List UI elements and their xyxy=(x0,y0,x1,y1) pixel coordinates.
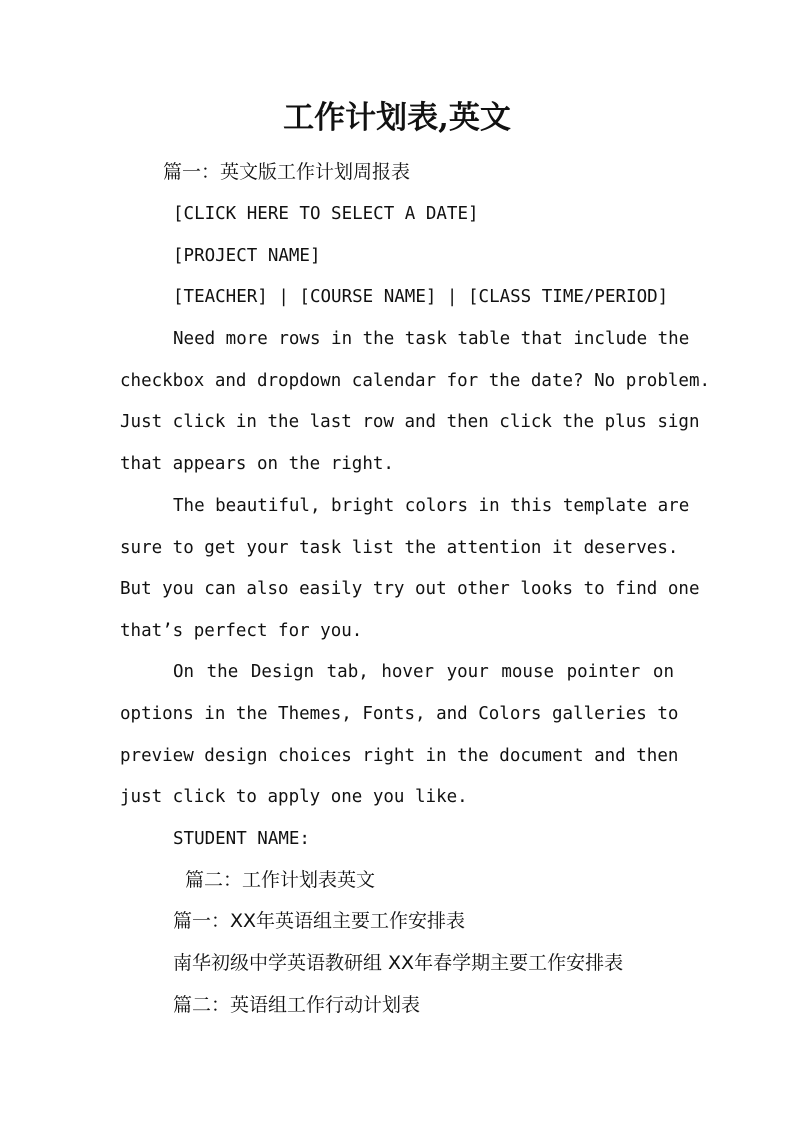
para1-line-1: Need more rows in the task table that include the xyxy=(173,329,690,349)
sub2-heading: 篇二：英语组工作行动计划表 xyxy=(173,994,421,1016)
teacher-course-class: [TEACHER] | [COURSE NAME] | [CLASS TIME/PERIOD] xyxy=(173,287,669,307)
para2-line-3: But you can also easily try out other looks to find one xyxy=(120,579,700,599)
student-name: STUDENT NAME: xyxy=(173,829,310,849)
para1-line-4: that appears on the right. xyxy=(120,454,394,474)
project-name: [PROJECT NAME] xyxy=(173,246,321,266)
para3-line-1: On the Design tab, hover your mouse pointer on xyxy=(173,662,674,682)
para1-line-3: Just click in the last row and then click the plus sign xyxy=(120,412,700,432)
para1-line-2: checkbox and dropdown calendar for the date? No problem. xyxy=(120,371,711,391)
para2-line-1: The beautiful, bright colors in this template are xyxy=(173,496,690,516)
para3-line-3: preview design choices right in the document and then xyxy=(120,746,679,766)
sub1-heading: 篇一：XX年英语组主要工作安排表 xyxy=(173,910,466,932)
para3-line-2: options in the Themes, Fonts, and Colors galleries to xyxy=(120,704,679,724)
document-title: 工作计划表,英文 xyxy=(283,100,511,136)
para2-line-2: sure to get your task list the attention it deserves. xyxy=(120,538,679,558)
section1-heading: 篇一：英文版工作计划周报表 xyxy=(163,161,411,183)
school-line: 南华初级中学英语教研组 XX年春学期主要工作安排表 xyxy=(173,952,624,974)
date-placeholder: [CLICK HERE TO SELECT A DATE] xyxy=(173,204,479,224)
section2-heading: 篇二：工作计划表英文 xyxy=(185,869,376,891)
para3-line-4: just click to apply one you like. xyxy=(120,787,468,807)
para2-line-4: that’s perfect for you. xyxy=(120,621,363,641)
